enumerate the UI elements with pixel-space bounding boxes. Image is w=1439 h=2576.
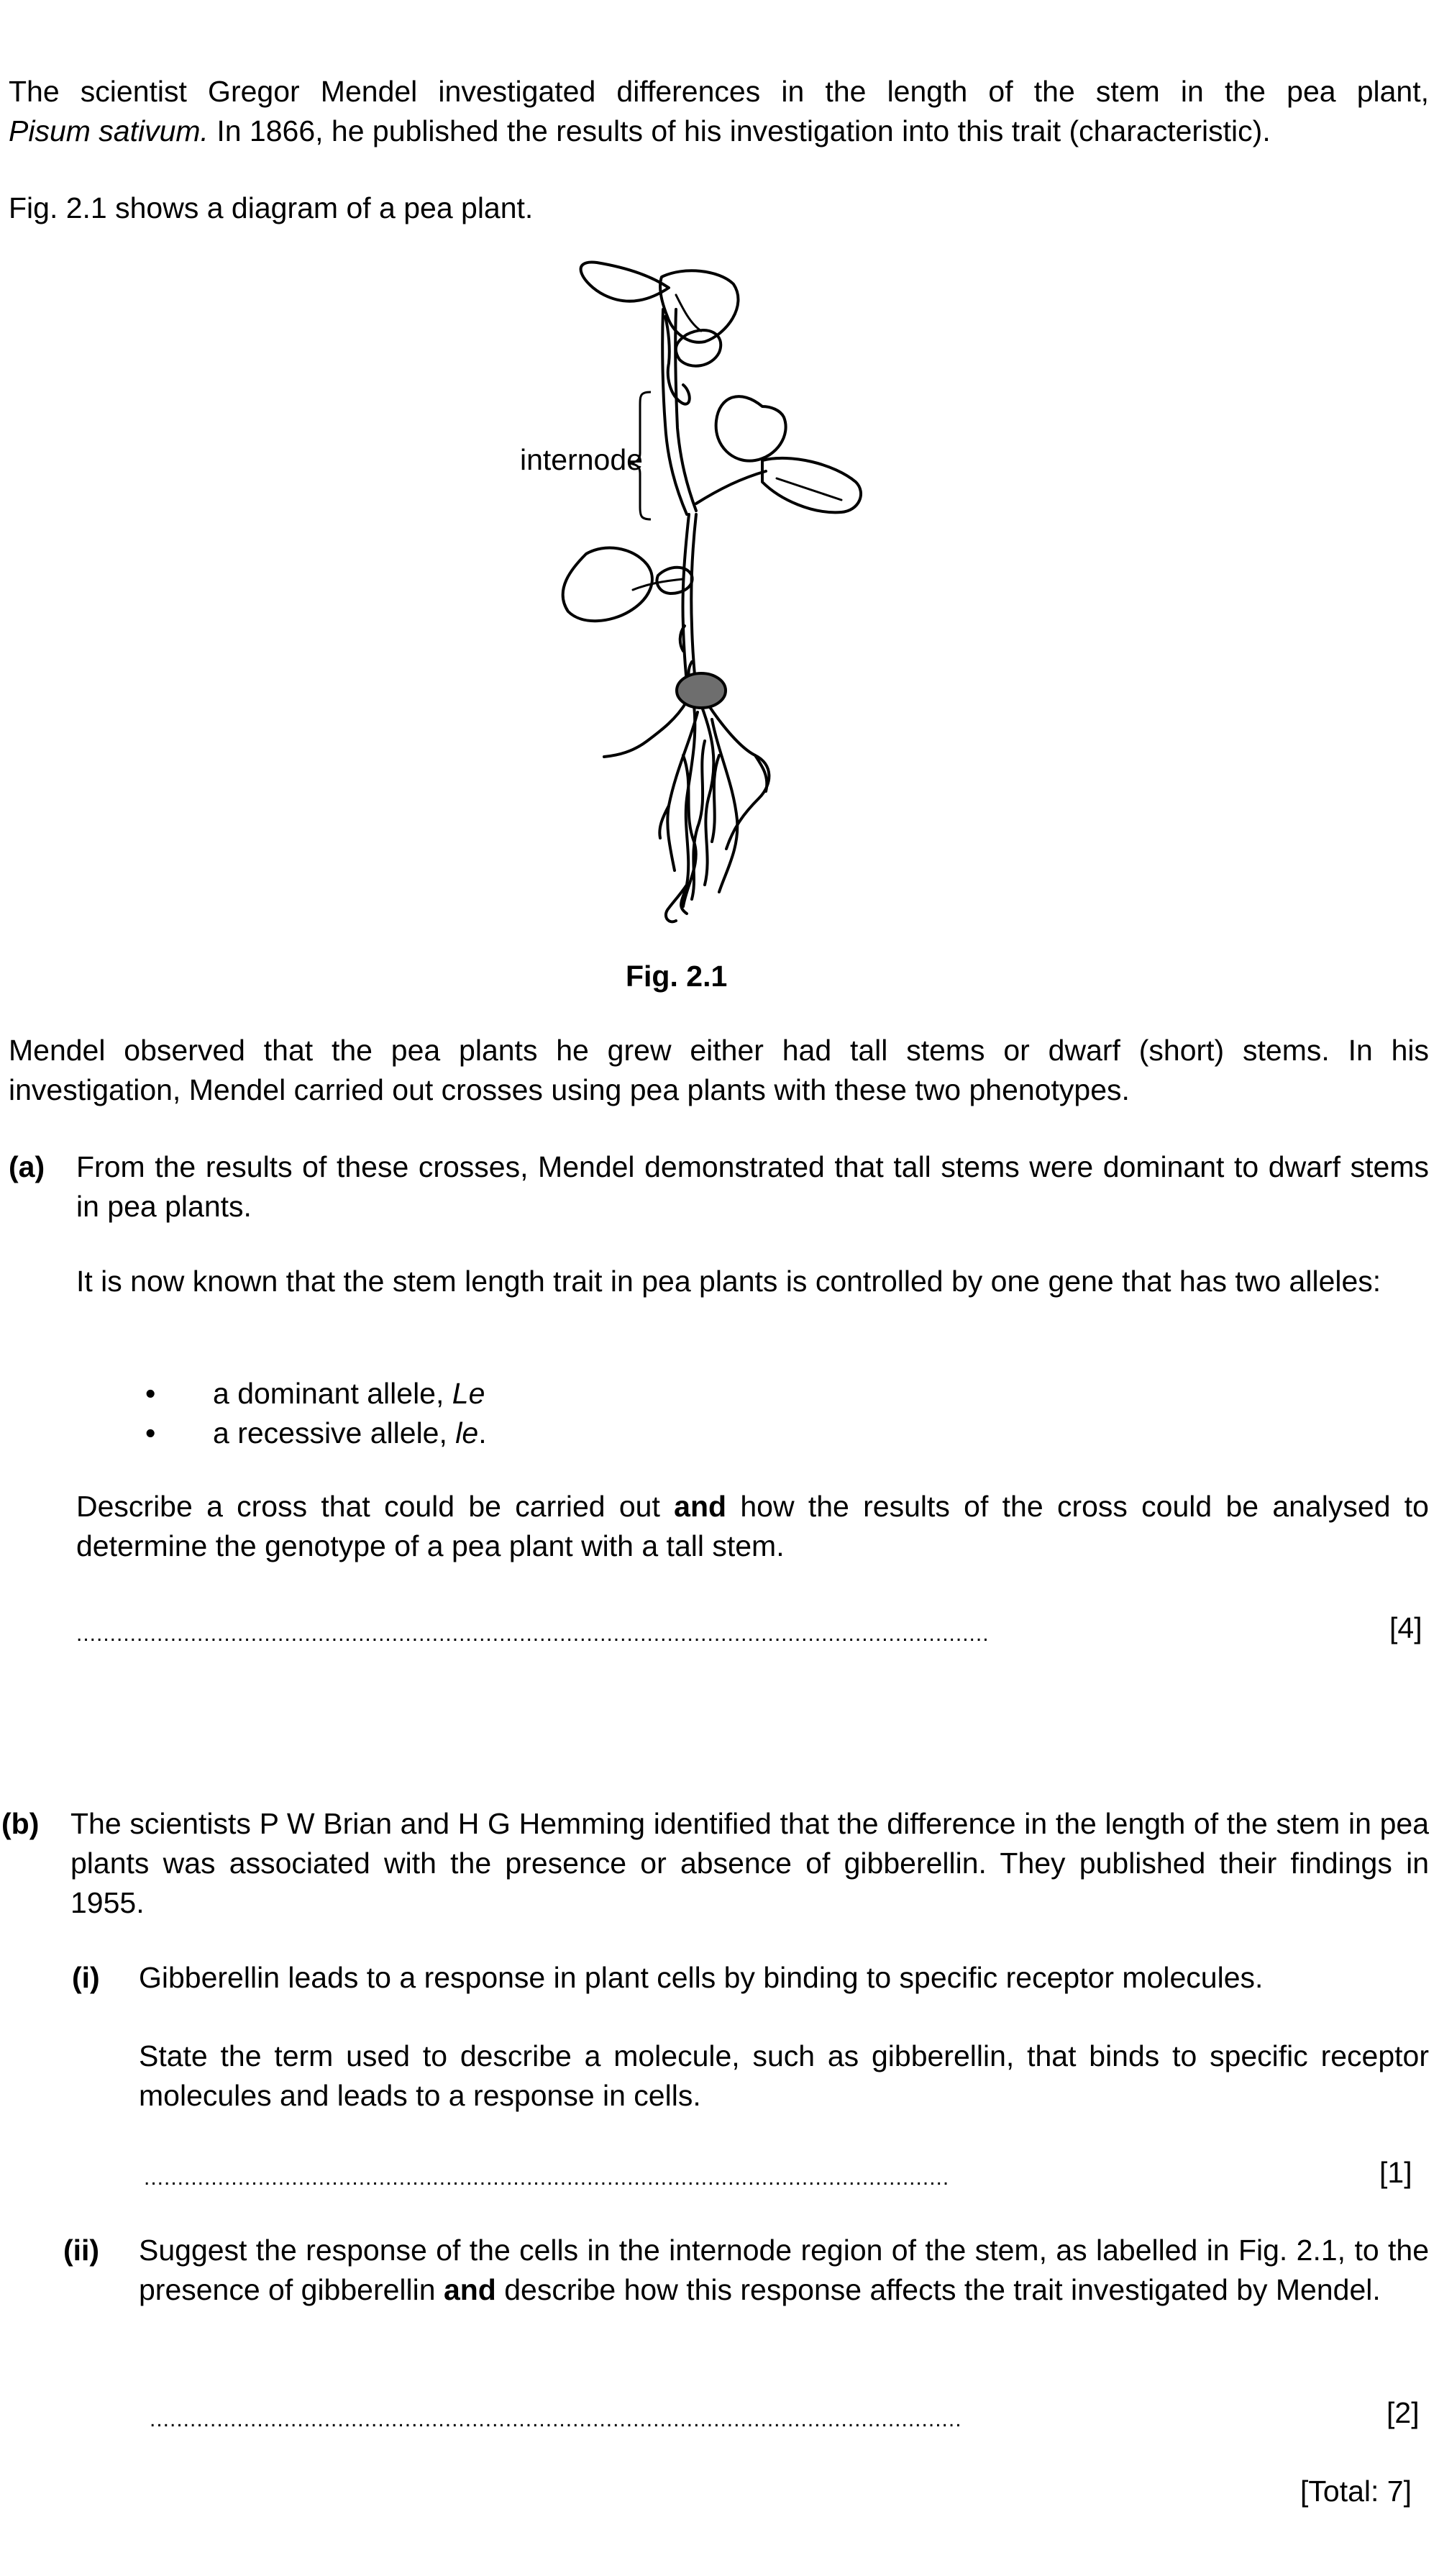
task-post: describe how this response affects the trait investigated by Mendel. <box>495 2273 1381 2306</box>
marks-a: [4] <box>1389 1611 1422 1644</box>
part-a-known: It is now known that the stem length trait in pea plants is controlled by one gene that has two alleles: <box>76 1265 1381 1298</box>
task-bold: and <box>674 1490 727 1523</box>
bullet-glyph: • <box>145 1416 156 1449</box>
part-b-i-text: Gibberellin leads to a response in plant cells by binding to specific receptor molecules. <box>139 1961 1264 1994</box>
part-b-label: (b) <box>1 1807 40 1840</box>
intro-line-1: The scientist Gregor Mendel investigated differences in the length of the stem in the pea plant, <box>9 75 1429 108</box>
task-pre: Describe a cross that could be carried out <box>76 1490 675 1523</box>
task-bold: and <box>443 2273 496 2306</box>
part-a-text: From the results of these crosses, Mendel demonstrated that tall stems were dominant to dwarf stems in pea plants. <box>76 1150 1429 1223</box>
task-pre: Suggest the response of the cells in the internode region of the stem, as labelled in Fig. 2.1, to the presence of gibberellin <box>139 2234 1429 2306</box>
part-a-task <box>76 1487 1429 1566</box>
intro-line-2-rest: In 1866, he published the results of his investigation into this trait (characteristic). <box>208 114 1271 147</box>
allele-dominant: Le <box>452 1377 485 1410</box>
bullet-pre: a dominant allele, <box>213 1377 452 1410</box>
species-name: Pisum sativum. <box>9 114 209 147</box>
marks-b-i: [1] <box>1379 2156 1412 2189</box>
lower-leaf <box>563 548 652 622</box>
total-marks: [Total: 7] <box>1300 2475 1412 2508</box>
internode-label: internode <box>520 443 643 476</box>
marks-b-ii: [2] <box>1387 2396 1420 2429</box>
part-b-text: The scientists P W Brian and H G Hemming identified that the difference in the length of the stem in pea plants was associated with the presence or absence of gibberellin. They published their findings in 1955. <box>70 1807 1429 1919</box>
middle-leaf-right <box>762 458 861 512</box>
top-leaf-left <box>581 263 669 301</box>
stem-lower <box>682 514 689 691</box>
bullet-text <box>213 1374 485 1414</box>
allele-recessive: le <box>455 1416 479 1449</box>
answer-line-b-ii[interactable]: ......................................................................................................................... <box>150 2408 962 2431</box>
middle-leaf-left <box>716 396 786 461</box>
bullet-pre: a recessive allele, <box>213 1416 456 1449</box>
part-b-ii-task <box>139 2231 1429 2310</box>
seed <box>677 673 726 708</box>
answer-line-b-i[interactable]: ........................................................................................................................ <box>144 2166 950 2190</box>
part-b-i-label: (i) <box>72 1961 100 1994</box>
part-b-i-task: State the term used to describe a molecule, such as gibberellin, that binds to specific receptor molecules and leads to a response in cells. <box>139 2039 1429 2112</box>
root-1 <box>604 701 687 757</box>
figure-caption: Fig. 2.1 <box>626 960 728 993</box>
part-a-label: (a) <box>9 1150 45 1183</box>
bullet-list <box>76 1374 795 1453</box>
bullet-post: . <box>478 1416 487 1449</box>
intro-line-2 <box>9 111 1429 151</box>
task-post: how the results of the cross could be analysed to determine the genotype of a pea plant with a tall stem. <box>76 1490 1429 1562</box>
answer-line-a[interactable]: ........................................................................................................................................ <box>76 1622 990 1646</box>
fig-intro: Fig. 2.1 shows a diagram of a pea plant. <box>9 191 534 224</box>
bullet-text <box>213 1414 487 1453</box>
part-b-ii-label: (ii) <box>63 2234 100 2267</box>
pea-plant-diagram <box>503 252 935 928</box>
intro-paragraph <box>9 72 1429 151</box>
observation-paragraph: Mendel observed that the pea plants he grew either had tall stems or dwarf (short) stems. In his investigation, Mendel carried out crosses using pea plants with these two phenotypes. <box>9 1034 1429 1106</box>
bullet-item-dominant <box>76 1374 795 1414</box>
bullet-glyph: • <box>145 1377 156 1410</box>
bullet-item-recessive <box>76 1414 795 1453</box>
